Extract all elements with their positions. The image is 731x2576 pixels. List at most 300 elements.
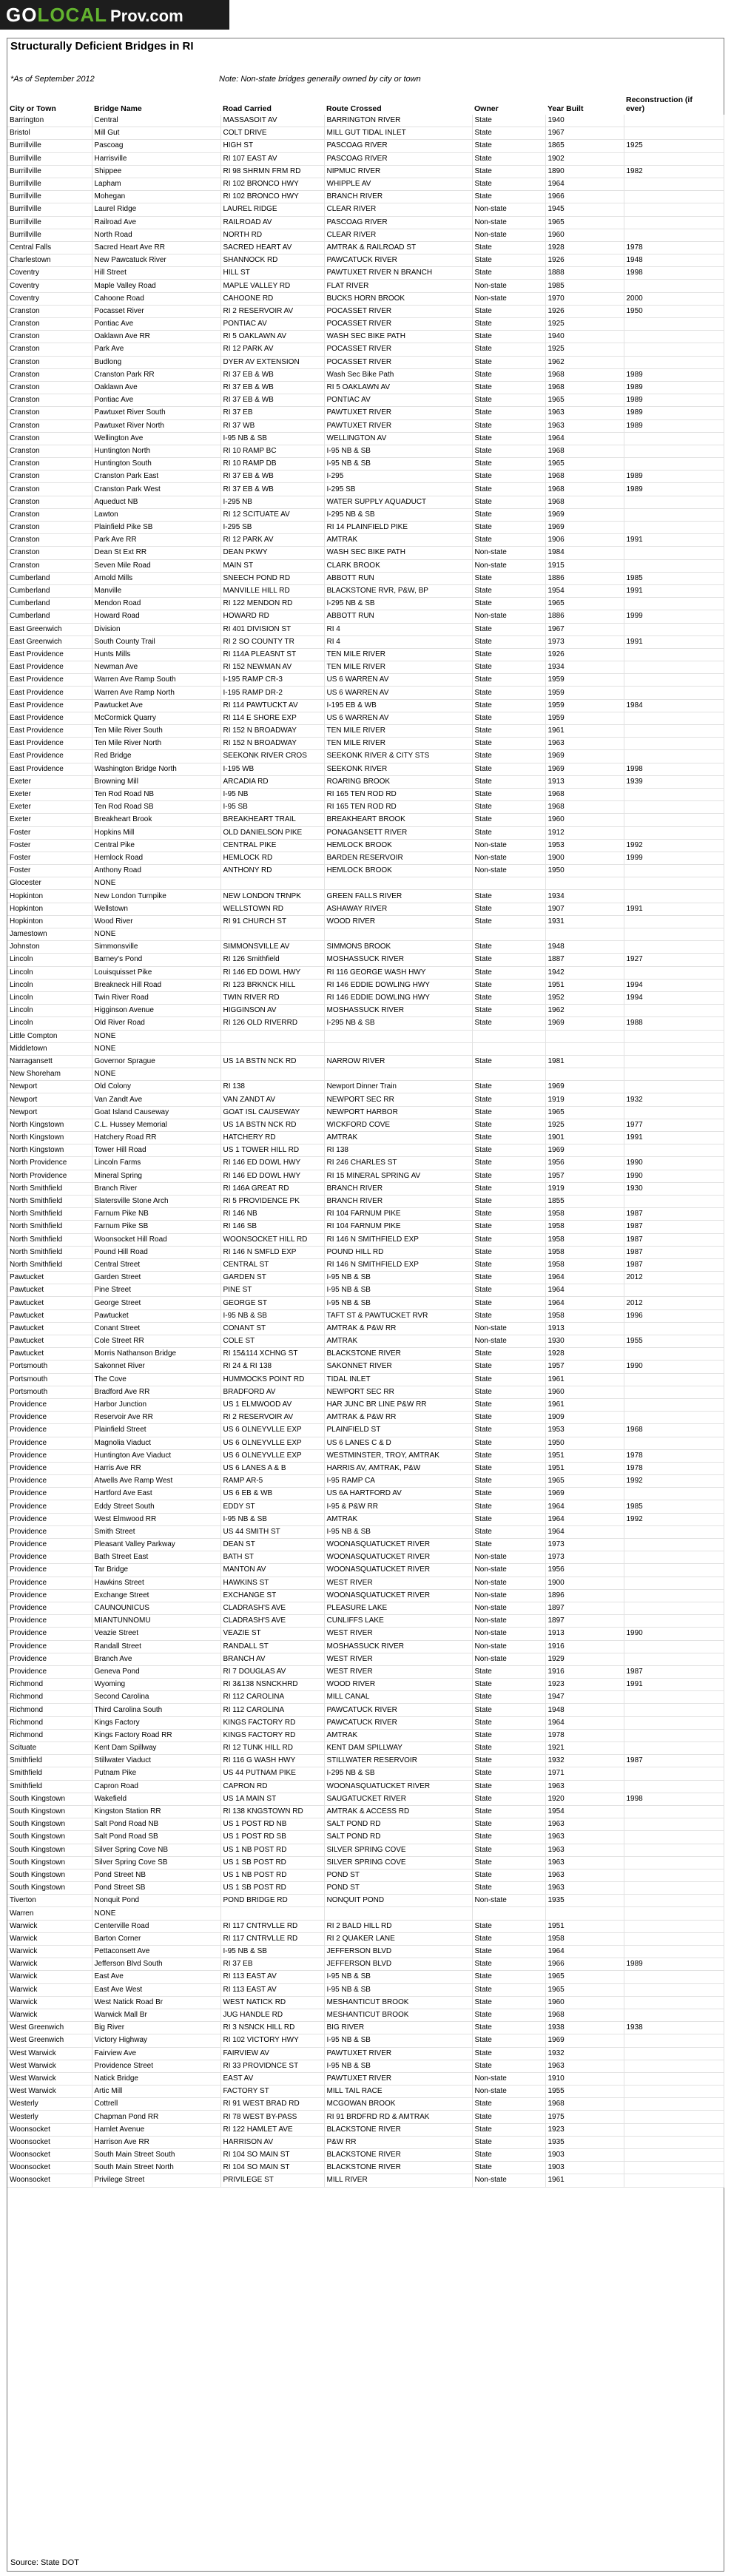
cell-owner: State — [472, 1882, 545, 1895]
cell-city: West Warwick — [7, 2086, 92, 2098]
cell-road-carried: ARCADIA RD — [220, 775, 324, 788]
cell-reconstruction — [624, 1996, 724, 2009]
cell-year-built: 1975 — [545, 2111, 624, 2123]
cell-owner: State — [472, 1412, 545, 1424]
cell-reconstruction: 1955 — [624, 1335, 724, 1348]
cell-reconstruction: 1938 — [624, 2022, 724, 2034]
table-row — [7, 1780, 724, 1793]
cell-route-crossed: RI 15 MINERAL SPRING AV — [324, 1170, 472, 1182]
table-row — [7, 1284, 724, 1297]
cell-route-crossed: WEST RIVER — [324, 1577, 472, 1589]
table-row — [7, 623, 724, 635]
table-row — [7, 2022, 724, 2034]
cell-road-carried: DEAN ST — [220, 1539, 324, 1551]
cell-owner: State — [472, 1818, 545, 1831]
cell-reconstruction — [624, 801, 724, 814]
cell-owner: State — [472, 979, 545, 991]
cell-route-crossed: I-295 NB & SB — [324, 1017, 472, 1030]
cell-road-carried: EDDY ST — [220, 1500, 324, 1513]
cell-road-carried: RAMP AR-5 — [220, 1475, 324, 1488]
cell-reconstruction — [624, 1284, 724, 1297]
cell-year-built: 1964 — [545, 1297, 624, 1309]
cell-route-crossed: I-95 NB & SB — [324, 1983, 472, 1996]
table-row — [7, 1017, 724, 1030]
cell-reconstruction — [624, 674, 724, 687]
cell-bridge-name: Pascoag — [92, 140, 220, 152]
table-row — [7, 1500, 724, 1513]
cell-owner: State — [472, 331, 545, 343]
cell-city: Cranston — [7, 547, 92, 559]
cell-road-carried: RI 112 CAROLINA — [220, 1691, 324, 1704]
cell-owner: State — [472, 1246, 545, 1258]
cell-city: Coventry — [7, 292, 92, 305]
cell-reconstruction: 1987 — [624, 1221, 724, 1233]
cell-road-carried — [220, 1068, 324, 1081]
cell-city: Cranston — [7, 445, 92, 457]
cell-route-crossed: US 6A HARTFORD AV — [324, 1488, 472, 1500]
table-row — [7, 1958, 724, 1971]
table-row — [7, 115, 724, 127]
cell-reconstruction — [624, 826, 724, 839]
cell-bridge-name: Eddy Street South — [92, 1500, 220, 1513]
cell-year-built: 1969 — [545, 522, 624, 534]
cell-year-built: 1965 — [545, 1475, 624, 1488]
cell-bridge-name: Putnam Pike — [92, 1767, 220, 1780]
cell-year-built: 1929 — [545, 1653, 624, 1665]
cell-year-built: 1969 — [545, 2034, 624, 2047]
cell-bridge-name: Salt Pond Road SB — [92, 1831, 220, 1844]
cell-route-crossed: I-95 NB & SB — [324, 1272, 472, 1284]
cell-route-crossed: CUNLIFFS LAKE — [324, 1615, 472, 1628]
cell-year-built: 1951 — [545, 1449, 624, 1462]
cell-owner: State — [472, 407, 545, 419]
table-row — [7, 687, 724, 699]
cell-road-carried: MANTON AV — [220, 1564, 324, 1577]
table-row — [7, 915, 724, 928]
cell-route-crossed: PAWCATUCK RIVER — [324, 254, 472, 267]
cell-reconstruction: 1994 — [624, 979, 724, 991]
cell-road-carried: MASSASOIT AV — [220, 115, 324, 127]
cell-city: Richmond — [7, 1729, 92, 1742]
cell-city: North Kingstown — [7, 1119, 92, 1131]
cell-year-built: 1958 — [545, 1932, 624, 1945]
cell-reconstruction — [624, 2009, 724, 2021]
cell-route-crossed: NEWPORT SEC RR — [324, 1093, 472, 1106]
cell-owner: Non-state — [472, 1564, 545, 1577]
cell-reconstruction: 1930 — [624, 1182, 724, 1195]
table-row — [7, 178, 724, 190]
cell-city: Providence — [7, 1398, 92, 1411]
cell-year-built: 1964 — [545, 1284, 624, 1297]
table-row — [7, 1297, 724, 1309]
cell-owner: State — [472, 661, 545, 674]
cell-year-built: 1968 — [545, 368, 624, 381]
cell-bridge-name: Park Ave RR — [92, 534, 220, 547]
table-row — [7, 1157, 724, 1170]
table-row — [7, 788, 724, 800]
table-row — [7, 712, 724, 724]
cell-year-built: 1958 — [545, 1309, 624, 1322]
table-row — [7, 2123, 724, 2136]
cell-owner: State — [472, 1767, 545, 1780]
cell-year-built: 1957 — [545, 1170, 624, 1182]
cell-road-carried: RI 104 SO MAIN ST — [220, 2162, 324, 2174]
cell-route-crossed: ASHAWAY RIVER — [324, 903, 472, 915]
cell-reconstruction: 1932 — [624, 1093, 724, 1106]
cell-year-built: 1962 — [545, 356, 624, 368]
cell-owner — [472, 1030, 545, 1042]
table-row — [7, 801, 724, 814]
cell-bridge-name: Pawtuxet River South — [92, 407, 220, 419]
cell-reconstruction — [624, 1055, 724, 1068]
cell-reconstruction: 1991 — [624, 534, 724, 547]
cell-year-built: 1963 — [545, 407, 624, 419]
cell-city: East Providence — [7, 712, 92, 724]
cell-bridge-name: Kent Dam Spillway — [92, 1742, 220, 1755]
cell-reconstruction — [624, 1042, 724, 1055]
cell-year-built: 1940 — [545, 331, 624, 343]
cell-route-crossed: NONQUIT POND — [324, 1895, 472, 1907]
table-row — [7, 1182, 724, 1195]
cell-bridge-name: Anthony Road — [92, 865, 220, 877]
cell-bridge-name: NONE — [92, 928, 220, 941]
cell-owner: State — [472, 1780, 545, 1793]
table-row — [7, 1742, 724, 1755]
cell-city: Central Falls — [7, 241, 92, 254]
cell-route-crossed: TEN MILE RIVER — [324, 661, 472, 674]
cell-city: North Smithfield — [7, 1246, 92, 1258]
cell-road-carried: RI 37 EB & WB — [220, 394, 324, 407]
cell-bridge-name: Laurel Ridge — [92, 203, 220, 216]
cell-bridge-name: Pine Street — [92, 1284, 220, 1297]
cell-road-carried: RI 126 Smithfield — [220, 954, 324, 966]
cell-road-carried: US 1 NB POST RD — [220, 1844, 324, 1856]
cell-bridge-name: Third Carolina South — [92, 1704, 220, 1716]
cell-city: Providence — [7, 1488, 92, 1500]
cell-reconstruction — [624, 1946, 724, 1958]
cell-city: North Kingstown — [7, 1132, 92, 1144]
cell-owner: Non-state — [472, 229, 545, 241]
cell-owner: State — [472, 1119, 545, 1131]
cell-road-carried: SACRED HEART AV — [220, 241, 324, 254]
cell-road-carried: RI 113 EAST AV — [220, 1971, 324, 1983]
cell-road-carried: RI 112 CAROLINA — [220, 1704, 324, 1716]
cell-road-carried: RANDALL ST — [220, 1640, 324, 1653]
cell-year-built: 1932 — [545, 2047, 624, 2060]
cell-reconstruction: 1989 — [624, 483, 724, 496]
cell-route-crossed: PASCOAG RIVER — [324, 152, 472, 165]
cell-reconstruction — [624, 1437, 724, 1449]
table-row — [7, 471, 724, 483]
cell-road-carried: RI 10 RAMP BC — [220, 445, 324, 457]
cell-road-carried: NEW LONDON TRNPK — [220, 890, 324, 903]
cell-owner: Non-state — [472, 852, 545, 864]
cell-city: East Providence — [7, 699, 92, 712]
cell-road-carried: RI 12 SCITUATE AV — [220, 508, 324, 521]
cell-reconstruction: 1978 — [624, 241, 724, 254]
cell-year-built: 1951 — [545, 1920, 624, 1932]
table-row — [7, 2098, 724, 2111]
cell-road-carried: VEAZIE ST — [220, 1628, 324, 1640]
cell-year-built: 1950 — [545, 1437, 624, 1449]
cell-city: South Kingstown — [7, 1818, 92, 1831]
cell-bridge-name: The Cove — [92, 1373, 220, 1386]
cell-road-carried: VAN ZANDT AV — [220, 1093, 324, 1106]
table-row — [7, 661, 724, 674]
cell-owner: State — [472, 1500, 545, 1513]
cell-city: East Providence — [7, 661, 92, 674]
cell-reconstruction — [624, 1691, 724, 1704]
cell-bridge-name: West Elmwood RR — [92, 1513, 220, 1525]
cell-reconstruction — [624, 115, 724, 127]
cell-city: West Greenwich — [7, 2022, 92, 2034]
cell-year-built: 1963 — [545, 1882, 624, 1895]
cell-road-carried — [220, 928, 324, 941]
cell-bridge-name: Lapham — [92, 178, 220, 190]
cell-city: Cranston — [7, 343, 92, 356]
table-row — [7, 2162, 724, 2174]
cell-route-crossed: PASCOAG RIVER — [324, 216, 472, 229]
table-row — [7, 877, 724, 890]
cell-bridge-name: Providence Street — [92, 2060, 220, 2072]
cell-route-crossed: RI 146 N SMITHFIELD EXP — [324, 1233, 472, 1246]
cell-route-crossed: AMTRAK — [324, 1513, 472, 1525]
cell-bridge-name: Cahoone Road — [92, 292, 220, 305]
cell-road-carried: SNEECH POND RD — [220, 572, 324, 584]
table-row — [7, 1767, 724, 1780]
cell-year-built: 1958 — [545, 1233, 624, 1246]
table-row — [7, 1882, 724, 1895]
cell-owner — [472, 928, 545, 941]
table-row — [7, 979, 724, 991]
cell-city: Providence — [7, 1589, 92, 1602]
cell-city: Cranston — [7, 508, 92, 521]
cell-reconstruction — [624, 1704, 724, 1716]
cell-road-carried: BRANCH AV — [220, 1653, 324, 1665]
cell-route-crossed: POCASSET RIVER — [324, 318, 472, 331]
cell-road-carried: CONANT ST — [220, 1322, 324, 1335]
cell-route-crossed: JEFFERSON BLVD — [324, 1958, 472, 1971]
cell-route-crossed: WOONASQUATUCKET RIVER — [324, 1780, 472, 1793]
cell-reconstruction: 1989 — [624, 471, 724, 483]
table-row — [7, 725, 724, 738]
cell-road-carried: US 6 OLNEYVLLE EXP — [220, 1449, 324, 1462]
table-row — [7, 1895, 724, 1907]
cell-route-crossed: MILL GUT TIDAL INLET — [324, 127, 472, 140]
cell-city: Providence — [7, 1449, 92, 1462]
cell-road-carried — [220, 1030, 324, 1042]
table-row — [7, 292, 724, 305]
cell-owner: Non-state — [472, 1895, 545, 1907]
cell-bridge-name: Hartford Ave East — [92, 1488, 220, 1500]
table-row — [7, 1475, 724, 1488]
cell-route-crossed: CLEAR RIVER — [324, 203, 472, 216]
table-row — [7, 738, 724, 750]
cell-owner: State — [472, 788, 545, 800]
cell-bridge-name: Red Bridge — [92, 750, 220, 763]
cell-bridge-name: South Main Street South — [92, 2149, 220, 2162]
cell-road-carried: EXCHANGE ST — [220, 1589, 324, 1602]
cell-city: Warwick — [7, 1946, 92, 1958]
cell-reconstruction: 1978 — [624, 1449, 724, 1462]
cell-route-crossed: I-95 NB & SB — [324, 2060, 472, 2072]
cell-route-crossed: BLACKSTONE RIVER — [324, 1348, 472, 1361]
cell-year-built: 1955 — [545, 2086, 624, 2098]
cell-city: Foster — [7, 865, 92, 877]
cell-route-crossed: FLAT RIVER — [324, 280, 472, 292]
cell-year-built: 1913 — [545, 1322, 624, 1335]
cell-year-built: 1965 — [545, 598, 624, 610]
cell-year-built: 1964 — [545, 1272, 624, 1284]
cell-route-crossed: RI 4 — [324, 623, 472, 635]
cell-city: Warwick — [7, 1932, 92, 1945]
cell-city: East Providence — [7, 725, 92, 738]
cell-city: South Kingstown — [7, 1831, 92, 1844]
cell-city: North Smithfield — [7, 1208, 92, 1221]
cell-reconstruction — [624, 1615, 724, 1628]
cell-owner: Non-state — [472, 1628, 545, 1640]
cell-road-carried: RI 37 EB & WB — [220, 471, 324, 483]
cell-road-carried: I-95 NB & SB — [220, 1946, 324, 1958]
table-row — [7, 280, 724, 292]
table-row — [7, 1208, 724, 1221]
cell-reconstruction — [624, 1831, 724, 1844]
cell-year-built: 1930 — [545, 1335, 624, 1348]
cell-reconstruction — [624, 788, 724, 800]
cell-bridge-name: Victory Highway — [92, 2034, 220, 2047]
cell-bridge-name: Warwick Mall Br — [92, 2009, 220, 2021]
cell-owner: Non-state — [472, 2086, 545, 2098]
cell-owner: Non-state — [472, 2072, 545, 2085]
cell-owner: State — [472, 1437, 545, 1449]
cell-owner: Non-state — [472, 216, 545, 229]
cell-owner: Non-state — [472, 1653, 545, 1665]
cell-year-built: 1961 — [545, 2174, 624, 2187]
cell-route-crossed: RI 104 FARNUM PIKE — [324, 1221, 472, 1233]
cell-reconstruction: 1987 — [624, 1258, 724, 1271]
cell-city: Cranston — [7, 458, 92, 471]
cell-owner: Non-state — [472, 610, 545, 623]
cell-city: Coventry — [7, 280, 92, 292]
table-row — [7, 1437, 724, 1449]
cell-city: Providence — [7, 1628, 92, 1640]
cell-bridge-name: Pawtucket Ave — [92, 699, 220, 712]
cell-road-carried: OLD DANIELSON PIKE — [220, 826, 324, 839]
cell-bridge-name: Huntington North — [92, 445, 220, 457]
cell-year-built: 1920 — [545, 1793, 624, 1805]
cell-owner: State — [472, 814, 545, 826]
cell-city: Cranston — [7, 471, 92, 483]
cell-road-carried: I-195 RAMP CR-3 — [220, 674, 324, 687]
cell-city: Coventry — [7, 267, 92, 280]
cell-route-crossed: WOONASQUATUCKET RIVER — [324, 1551, 472, 1564]
cell-road-carried: I-195 WB — [220, 763, 324, 775]
cell-bridge-name: Central — [92, 115, 220, 127]
cell-city: Tiverton — [7, 1895, 92, 1907]
cell-bridge-name: Geneva Pond — [92, 1665, 220, 1678]
cell-year-built: 1945 — [545, 203, 624, 216]
cell-road-carried: RI 114A PLEASNT ST — [220, 648, 324, 661]
site-logo-banner[interactable] — [0, 0, 229, 30]
cell-route-crossed: AMTRAK & RAILROAD ST — [324, 241, 472, 254]
column-header-city: City or Town — [10, 104, 56, 113]
table-row — [7, 865, 724, 877]
cell-city: Glocester — [7, 877, 92, 890]
cell-road-carried: RI 5 OAKLAWN AV — [220, 331, 324, 343]
table-row — [7, 318, 724, 331]
cell-route-crossed: I-195 EB & WB — [324, 699, 472, 712]
cell-year-built — [545, 1907, 624, 1920]
cell-bridge-name: Warren Ave Ramp North — [92, 687, 220, 699]
cell-bridge-name: CAUNOUNICUS — [92, 1602, 220, 1614]
cell-bridge-name: Cole Street RR — [92, 1335, 220, 1348]
cell-route-crossed: Newport Dinner Train — [324, 1081, 472, 1093]
cell-road-carried: RI 78 WEST BY-PASS — [220, 2111, 324, 2123]
cell-owner: State — [472, 687, 545, 699]
cell-owner: State — [472, 1946, 545, 1958]
cell-road-carried: RI 3&138 NSNCKHRD — [220, 1679, 324, 1691]
cell-city: Cranston — [7, 483, 92, 496]
cell-city: Cumberland — [7, 584, 92, 597]
cell-bridge-name: Wood River — [92, 915, 220, 928]
cell-road-carried: US 1 POST RD NB — [220, 1818, 324, 1831]
cell-road-carried: RI 138 — [220, 1081, 324, 1093]
cell-city: Richmond — [7, 1691, 92, 1704]
cell-city: Warwick — [7, 2009, 92, 2021]
table-row — [7, 1246, 724, 1258]
cell-route-crossed: I-95 NB & SB — [324, 1971, 472, 1983]
cell-route-crossed: AMTRAK — [324, 1729, 472, 1742]
cell-city: Smithfield — [7, 1755, 92, 1767]
cell-city: Richmond — [7, 1679, 92, 1691]
cell-reconstruction — [624, 750, 724, 763]
cell-bridge-name: Division — [92, 623, 220, 635]
cell-owner: State — [472, 1373, 545, 1386]
cell-city: Cranston — [7, 305, 92, 317]
cell-bridge-name: Natick Bridge — [92, 2072, 220, 2085]
cell-reconstruction — [624, 1348, 724, 1361]
cell-reconstruction: 1985 — [624, 1500, 724, 1513]
cell-road-carried: RI 12 TUNK HILL RD — [220, 1742, 324, 1755]
cell-city: Cranston — [7, 432, 92, 445]
cell-city: Portsmouth — [7, 1373, 92, 1386]
cell-owner: State — [472, 1208, 545, 1221]
cell-bridge-name: Cranston Park East — [92, 471, 220, 483]
cell-road-carried: I-95 NB & SB — [220, 432, 324, 445]
cell-bridge-name: Plainfield Street — [92, 1424, 220, 1437]
cell-year-built: 1926 — [545, 648, 624, 661]
cell-road-carried: I-95 NB — [220, 788, 324, 800]
cell-route-crossed — [324, 1068, 472, 1081]
cell-reconstruction: 1992 — [624, 1475, 724, 1488]
cell-owner: State — [472, 1475, 545, 1488]
cell-year-built: 1897 — [545, 1615, 624, 1628]
cell-route-crossed: POCASSET RIVER — [324, 305, 472, 317]
cell-route-crossed: WEST RIVER — [324, 1653, 472, 1665]
cell-road-carried: GEORGE ST — [220, 1297, 324, 1309]
cell-route-crossed: AMTRAK & P&W RR — [324, 1322, 472, 1335]
cell-year-built: 1961 — [545, 1398, 624, 1411]
cell-reconstruction: 1991 — [624, 1679, 724, 1691]
cell-reconstruction — [624, 356, 724, 368]
cell-bridge-name: Pontiac Ave — [92, 318, 220, 331]
table-row — [7, 2009, 724, 2021]
cell-city: Warwick — [7, 1958, 92, 1971]
cell-road-carried: BREAKHEART TRAIL — [220, 814, 324, 826]
table-row — [7, 1335, 724, 1348]
cell-bridge-name: Manville — [92, 584, 220, 597]
cell-route-crossed: WOONASQUATUCKET RIVER — [324, 1564, 472, 1577]
